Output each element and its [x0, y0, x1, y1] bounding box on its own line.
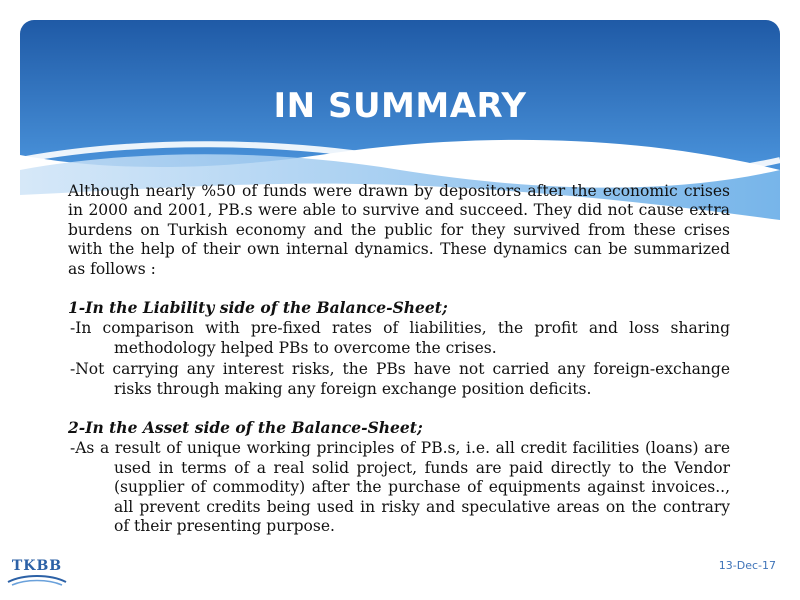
- bullet-item: -As a result of unique working principles of PB.s, i.e. all credit facilities (loans) are used in terms of a real solid project, funds are paid directly to the Vendor (supplier of commodity) after the purchase of equipments against invoices.., all prevent credits being used in risky and speculative areas on the contrary of their presenting purpose.: [70, 439, 730, 536]
- slide-title: IN SUMMARY: [273, 86, 527, 126]
- bullet-item: -Not carrying any interest risks, the PBs have not carried any foreign-exchange risks through making any foreign exchange position deficits.: [70, 360, 730, 398]
- section-heading-liability: 1-In the Liability side of the Balance-Sheet;: [68, 298, 448, 318]
- slide-date: 13-Dec-17: [718, 559, 776, 572]
- bullet-item: -In comparison with pre-fixed rates of liabilities, the profit and loss sharing methodology helped PBs to overcome the crises.: [70, 319, 730, 357]
- section-heading-asset: 2-In the Asset side of the Balance-Sheet;: [68, 418, 423, 438]
- logo-text: TKBB: [11, 558, 63, 574]
- slide-body: [68, 182, 730, 537]
- intro-paragraph: Although nearly %50 of funds were drawn by depositors after the economic crises in 2000 and 2001, PB.s were able to survive and succeed. They did not cause extra burdens on Turkish economy and the public for they survived from these crises with the help of their own internal dynamics. These dynamics can be summarized as follows :: [68, 182, 730, 278]
- tkbb-logo: [4, 552, 70, 588]
